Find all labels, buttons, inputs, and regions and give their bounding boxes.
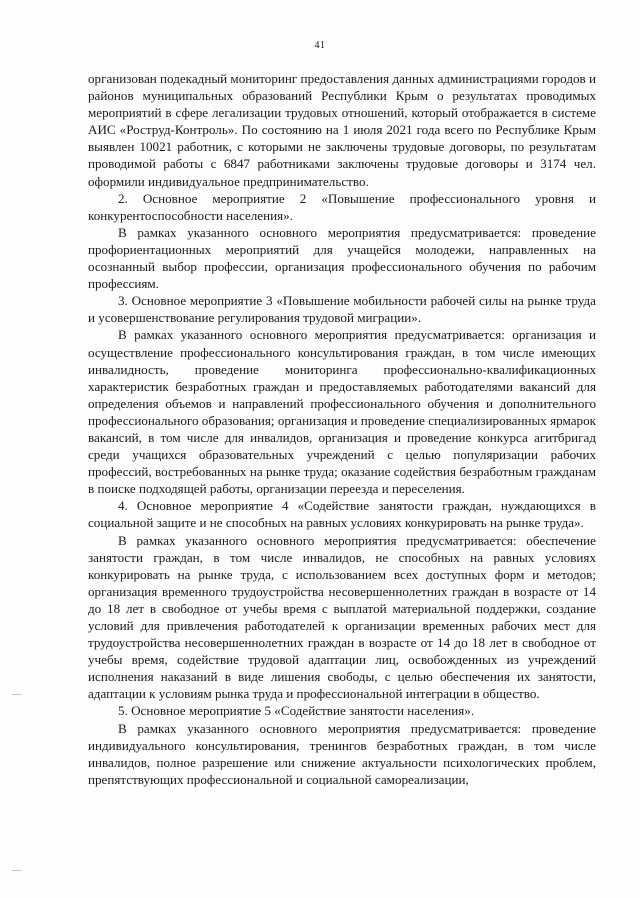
scan-margin-mark bbox=[12, 870, 22, 871]
page-number: 41 bbox=[314, 40, 326, 51]
paragraph-measure-3-heading: 3. Основное мероприятие 3 «Повышение мобильности рабочей силы на рынке труда и усовершенствование регулирования трудовой миграции». bbox=[88, 293, 596, 326]
paragraph-legalization-monitoring: организован подекадный мониторинг предоставления данных администрациями городов и районов муниципальных образований Республики Крым о результатах проводимых мероприятий в сфере легализации трудовых отношений, который отображается в системе АИС «Роструд-Контроль». По состоянию на 1 июля 2021 года всего по Республике Крым выявлен 10021 работник, с которыми не заключены трудовые договоры, по результатам проводимой работы с 6847 работниками заключены трудовые договоры и 3174 чел. оформили индивидуальное предпринимательство. bbox=[88, 71, 596, 189]
paragraph-measure-5-heading: 5. Основное мероприятие 5 «Содействие занятости населения». bbox=[118, 703, 475, 719]
paragraph-measure-4-description: В рамках указанного основного мероприятия предусматривается: обеспечение занятости граждан, в том числе инвалидов, не способных на равных условиях конкурировать на рынке труда, с использованием всех доступных форм и методов; организация временного трудоустройства несовершеннолетних граждан в возрасте от 14 до 18 лет в свободное от учебы время с выплатой материальной поддержки, создание условий для привлечения работодателей к организации временных рабочих мест для трудоустройства несовершеннолетних граждан в возрасте от 14 до 18 лет в свободное от учебы время, содействие трудовой адаптации лиц, освобожденных из учреждений исполнения наказаний в виде лишения свободы, с целью обеспечения их занятости, адаптации к условиям рынка труда и профессиональной интеграции в общество. bbox=[88, 532, 596, 702]
paragraph-measure-2-description: В рамках указанного основного мероприятия предусматривается: проведение профориентационных мероприятий для учащейся молодежи, направленных на осознанный выбор профессии, организация профессионального обучения по рабочим профессиям. bbox=[88, 224, 596, 292]
paragraph-measure-5-description: В рамках указанного основного мероприятия предусматривается: проведение индивидуального консультирования, тренингов безработных граждан, в том числе инвалидов, полное разрешение или снижение актуальности психологических проблем, препятствующих профессиональной и социальной самореализации, bbox=[88, 720, 596, 787]
document-body bbox=[88, 70, 596, 788]
paragraph-measure-4-heading: 4. Основное мероприятие 4 «Содействие занятости граждан, нуждающихся в социальной защите и не способных на равных условиях конкурировать на рынке труда». bbox=[88, 498, 596, 531]
paragraph-measure-3-description: В рамках указанного основного мероприятия предусматривается: организация и осуществление профессионального консультирования граждан, в том числе имеющих инвалидность, проведение мониторинга профессионально-квалификационных характеристик безработных граждан и предоставляемых работодателями вакансий для определения объемов и направлений профессионального обучения и дополнительного профессионального образования; организация и проведение специализированных ярмарок вакансий, в том числе для инвалидов, организация и проведение конкурса агитбригад среди учащихся образовательных учреждений с целью популяризации рабочих профессий, востребованных на рынке труда; оказание содействия безработным гражданам в поиске подходящей работы, организации переезда и переселения. bbox=[88, 327, 596, 497]
scan-margin-mark bbox=[12, 694, 22, 695]
paragraph-measure-2-heading: 2. Основное мероприятие 2 «Повышение профессионального уровня и конкурентоспособности населения». bbox=[88, 190, 596, 223]
